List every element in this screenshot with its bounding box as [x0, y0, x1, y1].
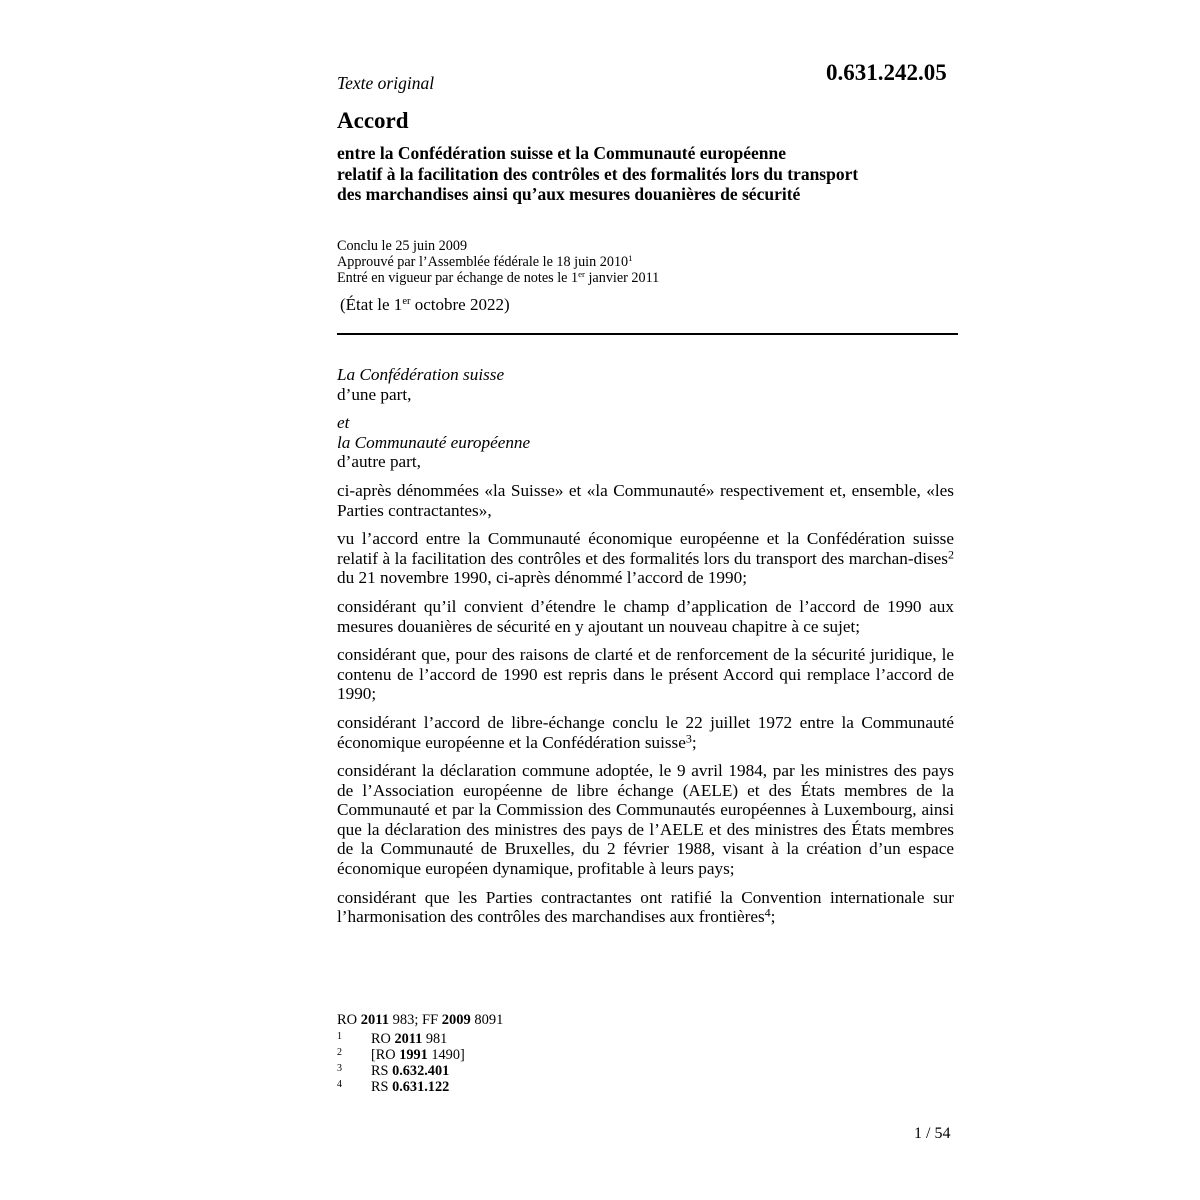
footnote-text: [RO 1991 1490]	[371, 1047, 465, 1063]
preamble-paragraph: considérant que, pour des raisons de clarté et de renforcement de la sécurité juridique, le contenu de l’accord de 1990 est repris dans le présent Accord qui remplace l’accord de 1990;	[337, 645, 954, 704]
preamble-paragraph	[337, 713, 954, 752]
approval-text: Approuvé par l’Assemblée fédérale le 18 juin 2010	[337, 254, 629, 270]
paragraph-text: vu l’accord entre la Communauté économique européenne et la Confédération suisse relatif à la facilitation des contrôles et des formalités lors du transport des marchan-dises	[337, 529, 954, 568]
ro-label: RO	[337, 1012, 358, 1028]
footnote	[337, 1031, 465, 1047]
footnote-ref-4: 4	[764, 905, 771, 920]
subtitle-line-3: des marchandises ainsi qu’aux mesures douanières de sécurité	[337, 184, 801, 204]
entry-into-force	[337, 270, 659, 286]
paragraph-text: considérant que les Parties contractantes ont ratifié la Convention internationale sur l’harmonisation des contrôles des marchandises aux frontières	[337, 887, 954, 927]
footnote-number: 1	[337, 1031, 342, 1042]
state-text-end: octobre 2022)	[410, 295, 510, 314]
party-1-name: La Confédération suisse	[337, 365, 505, 384]
approval-date	[337, 254, 659, 270]
entry-text-end: janvier 2011	[584, 270, 660, 286]
state-text: (État le 1	[340, 295, 403, 314]
footnote-ref-1: 1	[628, 253, 633, 264]
ro-page: 983; FF	[388, 1012, 442, 1028]
preamble-paragraph	[337, 888, 954, 927]
footnotes	[337, 1031, 465, 1095]
party-1-part: d’une part,	[337, 384, 412, 404]
footnote	[337, 1047, 465, 1063]
footnote-text: RS 0.631.122	[371, 1079, 450, 1095]
ro-year: 2011	[360, 1012, 389, 1028]
page-number: 1 / 54	[914, 1125, 951, 1142]
document-subtitle	[337, 143, 977, 205]
footnote	[337, 1063, 465, 1079]
subtitle-line-2: relatif à la facilitation des contrôles et des formalités lors du transport	[337, 163, 859, 184]
footnote	[337, 1079, 465, 1095]
preamble-paragraph: considérant qu’il convient d’étendre le champ d’application de l’accord de 1990 aux mesures douanières de sécurité en y ajoutant un nouveau chapitre à ce sujet;	[337, 596, 954, 636]
subtitle-line-1: entre la Confédération suisse et la Communauté européenne	[337, 143, 786, 163]
entry-sup: er	[578, 269, 585, 280]
systematic-number: 0.631.242.05	[826, 60, 947, 85]
footnote-ref-2: 2	[947, 547, 954, 562]
treaty-metadata	[337, 238, 659, 286]
footnote-number: 4	[337, 1079, 342, 1090]
preamble-paragraph	[337, 529, 954, 588]
footnote-text: RS 0.632.401	[371, 1063, 450, 1079]
preamble-paragraph: ci-après dénommées «la Suisse» et «la Communauté» respectivement et, ensemble, «les Parties contractantes»,	[337, 480, 954, 520]
footnote-ref-3: 3	[685, 731, 692, 746]
conjunction: et	[337, 413, 350, 433]
header-divider	[337, 333, 958, 335]
state-date	[340, 295, 510, 315]
original-text-label: Texte original	[337, 73, 435, 93]
footnote-number: 2	[337, 1047, 342, 1058]
preamble	[337, 365, 954, 936]
footnote-text: RO 2011 981	[371, 1031, 448, 1047]
preamble-paragraph: considérant la déclaration commune adoptée, le 9 avril 1984, par les ministres des pays de l’Association européenne de libre échange (AELE) et des États membres de la Communauté et par la Commission des Communautés européennes à Luxembourg, ainsi que la déclaration des ministres des pays de l’AELE et des ministres des États membres de la Communauté de Bruxelles, du 2 février 1988, visant à la création d’un espace économique européen dynamique, profitable à leurs pays;	[337, 761, 954, 879]
paragraph-text-end: du 21 novembre 1990, ci-après dénommé l’accord de 1990;	[337, 568, 747, 588]
footnote-number: 3	[337, 1063, 342, 1074]
document-title: Accord	[337, 108, 409, 133]
party-2-name: la Communauté européenne	[337, 432, 531, 452]
ff-page: 8091	[470, 1012, 504, 1028]
party-2-part: d’autre part,	[337, 452, 421, 472]
ff-year: 2009	[441, 1012, 471, 1028]
entry-text: Entré en vigueur par échange de notes le 1	[337, 270, 579, 286]
paragraph-text-end: ;	[691, 732, 697, 752]
paragraph-text-end: ;	[770, 907, 776, 927]
state-sup: er	[402, 296, 411, 308]
concluded-date: Conclu le 25 juin 2009	[337, 238, 468, 254]
paragraph-text: considérant l’accord de libre-échange conclu le 22 juillet 1972 entre la Communauté économique européenne et la Confédération suisse	[337, 712, 954, 752]
publication-references	[337, 1012, 503, 1029]
